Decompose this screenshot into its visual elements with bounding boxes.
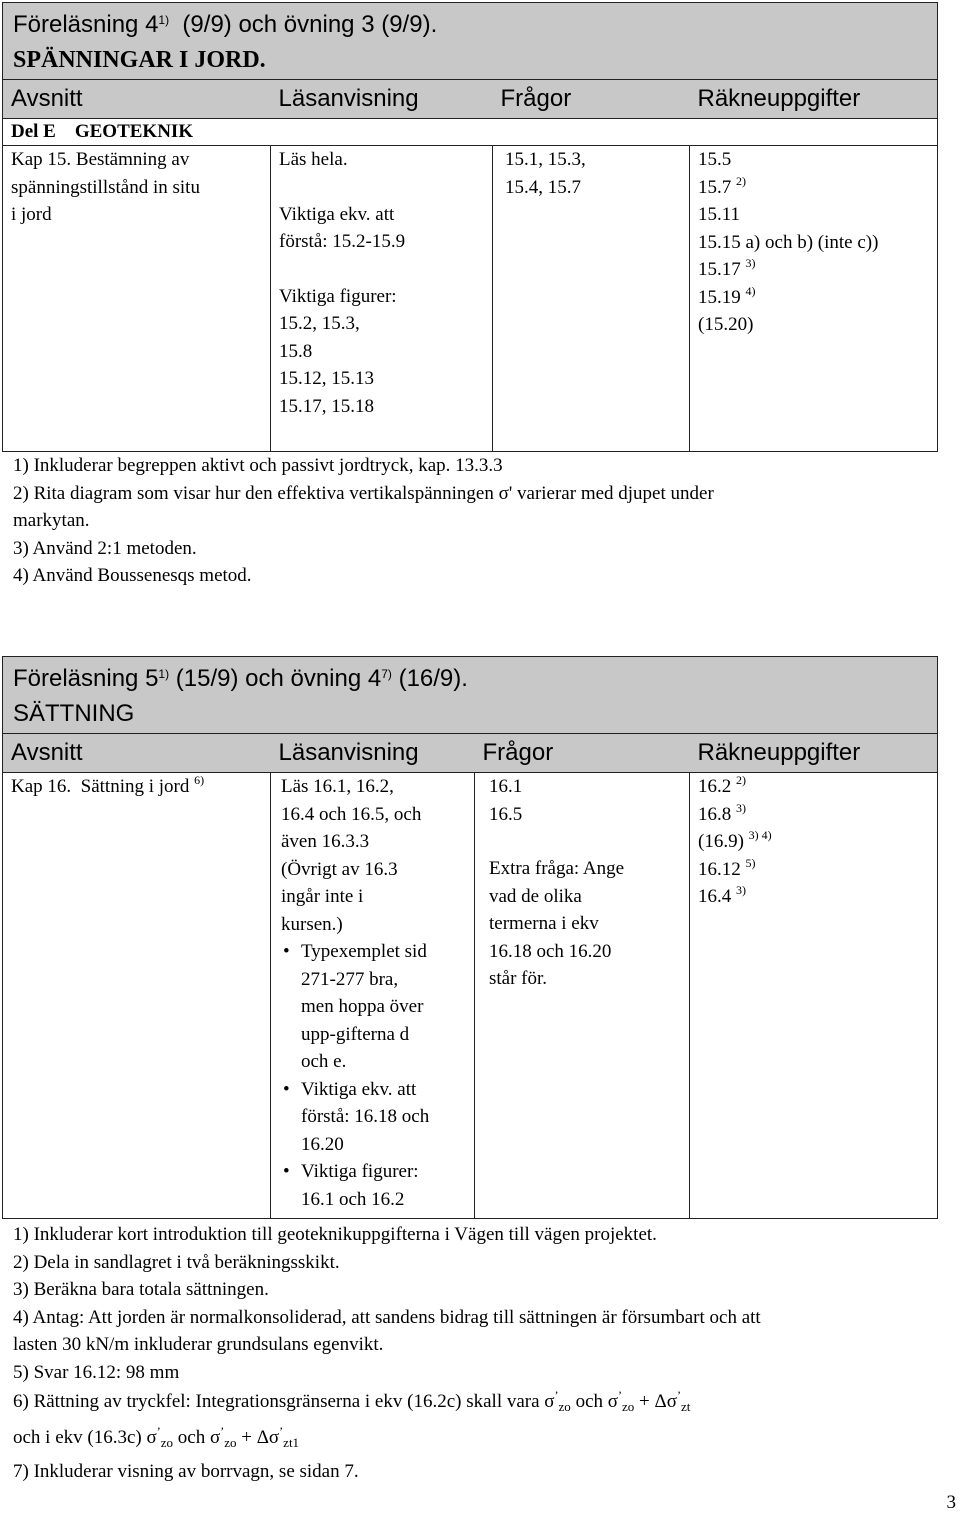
note: markytan. xyxy=(13,510,90,531)
page-number: 3 xyxy=(946,1492,956,1513)
note: 1) Inkluderar kort introduktion till geoteknikuppgifterna i Vägen till vägen projektet. xyxy=(13,1224,657,1245)
section-2 xyxy=(2,656,937,1219)
header-avsnitt: Avsnitt xyxy=(3,80,271,119)
list-item: • Viktiga ekv. att förstå: 16.18 och 16.20 xyxy=(301,1076,466,1159)
note: 2) Dela in sandlagret i två beräkningsskikt. xyxy=(13,1251,340,1273)
s1-avsnitt-cell: Kap 15. Bestämning av spänningstillstånd in situ i jord xyxy=(3,146,271,452)
note: 1) Inkluderar begreppen aktivt och passivt jordtryck, kap. 13.3.3 xyxy=(13,455,503,476)
section-2-column-headers xyxy=(3,734,938,773)
section-2-table xyxy=(2,656,938,1219)
list-item: • Viktiga figurer: 16.1 och 16.2 xyxy=(301,1158,466,1213)
header-lasanvisning: Läsanvisning xyxy=(271,734,475,773)
note: 3) Använd 2:1 metoden. xyxy=(13,537,197,559)
bullet-icon: • xyxy=(283,1078,290,1100)
header-fragor: Frågor xyxy=(475,734,690,773)
note: 2) Rita diagram som visar hur den effektiva vertikalspänningen σ' varierar med djupet under xyxy=(13,482,714,504)
section-2-notes xyxy=(13,1221,953,1486)
section-1-title: Föreläsning 4$^{1)}$ (9/9) och övning 3 (9/9). SPÄNNINGAR I JORD. xyxy=(3,3,938,80)
s1-lasanvisning-cell: Läs hela. Viktiga ekv. att förstå: 15.2-15.9 Viktiga figurer: 15.2, 15.3, 15.8 15.12, 15.13 15.17, 15.18 xyxy=(271,146,493,452)
header-avsnitt: Avsnitt xyxy=(3,734,271,773)
s2-lasanvisning-cell: Läs 16.1, 16.2, 16.4 och 16.5, och även 16.3.3 (Övrigt av 16.3 ingår inte i kursen.) • Typexemplet sid 271-277 bra, men hoppa över upp-gifterna d och e. • Viktiga ekv. att förstå: 16.18 och 16.20 • Viktiga figurer: 16.1 och 16.2 xyxy=(271,773,475,1219)
header-lasanvisning: Läsanvisning xyxy=(271,80,493,119)
note-6-line-1: 6) Rättning av tryckfel: Integrationsgränserna i ekv (16.2c) skall vara $\sigma^’_{zo}$ och $\sigma^’_{zo} + \Delta\sigma^’_{zt}$ xyxy=(13,1388,691,1414)
section-1 xyxy=(2,2,937,452)
bullet-icon: • xyxy=(283,1161,290,1182)
note: 5) Svar 16.12: 98 mm xyxy=(13,1361,180,1383)
section-1-table xyxy=(2,2,938,452)
note-6-line-2: och i ekv (16.3c) $\sigma^’_{zo}$ och $\sigma^’_{zo} + \Delta\sigma^’_{zt1}$ xyxy=(13,1424,300,1450)
bullet-icon: • xyxy=(283,941,290,962)
s2-rakne-cell: 16.2 $^{2)}$ 16.8 $^{3)}$ (16.9) $^{3) 4)}$ 16.12 $^{5)}$ 16.4 $^{3)}$ xyxy=(690,773,938,1219)
del-label: Del E GEOTEKNIK xyxy=(3,119,938,146)
list-item: • Typexemplet sid 271-277 bra, men hoppa över upp-gifterna d och e. xyxy=(301,938,466,1076)
reading-bullets xyxy=(281,938,466,1213)
s1-rakne-cell: 15.5 15.7 $^{2)}$ 15.11 15.15 a) och b) (inte c)) 15.17 $^{3)}$ 15.19 $^{4)}$ (15.20) xyxy=(690,146,938,452)
note: 4) Använd Boussenesqs metod. xyxy=(13,565,252,586)
section-2-title: Föreläsning 5$^{1)}$ (15/9) och övning 4$^{7)}$ (16/9). SÄTTNING xyxy=(3,657,938,734)
note: 3) Beräkna bara totala sättningen. xyxy=(13,1279,269,1300)
s2-avsnitt-cell: Kap 16. Sättning i jord $^{6)}$ xyxy=(3,773,271,1219)
s1-fragor-cell: 15.1, 15.3, 15.4, 15.7 xyxy=(493,146,690,452)
s2-fragor-cell: 16.1 16.5 Extra fråga: Ange vad de olika termerna i ekv 16.18 och 16.20 står för. xyxy=(475,773,690,1219)
section-1-column-headers xyxy=(3,80,938,119)
section-1-notes xyxy=(13,452,953,590)
header-rakneuppgifter: Räkneuppgifter xyxy=(690,734,938,773)
note: lasten 30 kN/m inkluderar grundsulans egenvikt. xyxy=(13,1334,384,1355)
header-fragor: Frågor xyxy=(493,80,690,119)
header-rakneuppgifter: Räkneuppgifter xyxy=(690,80,938,119)
note: 4) Antag: Att jorden är normalkonsoliderad, att sandens bidrag till sättningen är försumbart och att xyxy=(13,1306,761,1328)
note: 7) Inkluderar visning av borrvagn, se sidan 7. xyxy=(13,1461,359,1482)
